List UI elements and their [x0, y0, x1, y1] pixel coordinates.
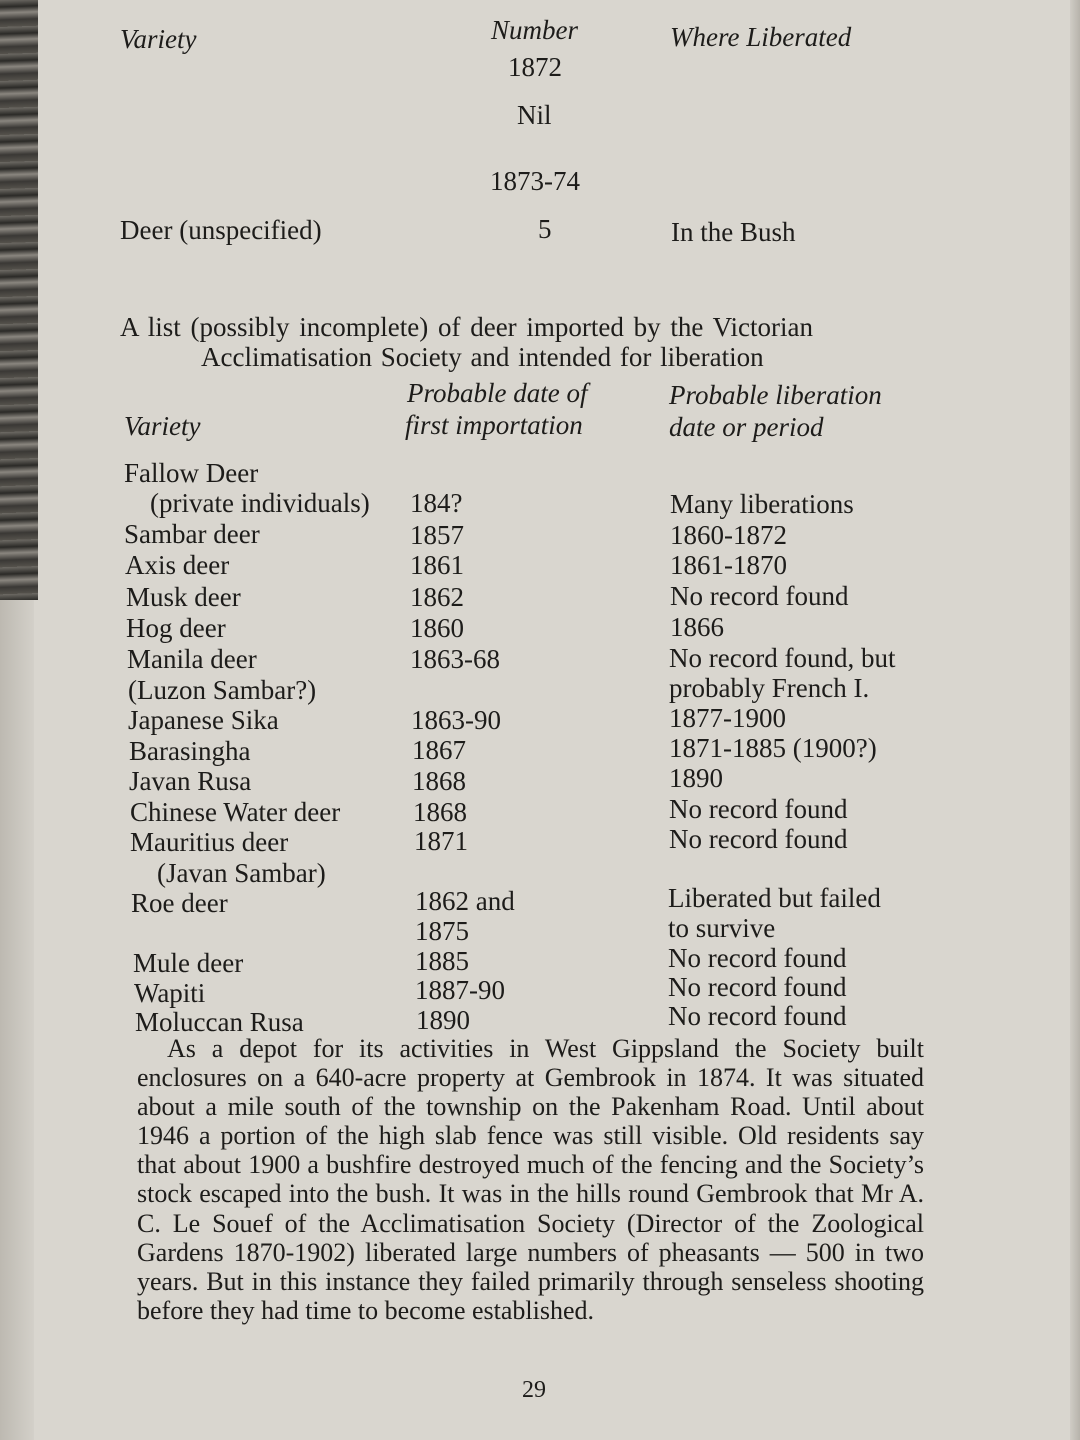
book-spine-shadow	[1070, 0, 1080, 1440]
row-variety: (Luzon Sambar?)	[128, 675, 317, 705]
row-variety: Axis deer	[125, 550, 230, 580]
row-date: 1862 and	[415, 886, 515, 916]
row-liberation: 1890	[669, 763, 723, 793]
row-variety: Hog deer	[126, 613, 226, 643]
row-date: 1863-90	[411, 705, 501, 735]
header-liberation-line1: Probable liberation	[669, 380, 882, 410]
row-variety: Japanese Sika	[128, 705, 279, 735]
header-number: Number	[491, 15, 578, 45]
header-liberation-line2: date or period	[669, 412, 824, 442]
adjacent-page-photo-edge	[0, 0, 38, 600]
row-liberation: No record found	[669, 824, 848, 854]
row-variety: Sambar deer	[124, 519, 260, 549]
row-date: 1871	[414, 826, 468, 856]
header-variety: Variety	[120, 24, 197, 54]
adjacent-page-edge	[0, 600, 34, 1440]
row-liberation: Liberated but failed	[668, 883, 881, 913]
row-liberation: No record found	[668, 1001, 847, 1031]
row-date: 1862	[410, 582, 464, 612]
row-liberation: 1871-1885 (1900?)	[669, 733, 877, 763]
row-variety: Deer (unspecified)	[120, 215, 322, 245]
row-liberation: 1877-1900	[669, 703, 786, 733]
row-liberation: No record found	[670, 581, 849, 611]
row-variety: Manila deer	[127, 644, 257, 674]
row-liberation: No record found	[668, 972, 847, 1002]
row-variety: Javan Rusa	[129, 766, 252, 796]
row-liberation: 1866	[670, 612, 724, 642]
list-title-line2: Acclimatisation Society and intended for liberation	[201, 342, 764, 372]
nil-value: Nil	[517, 100, 552, 130]
header-where-liberated: Where Liberated	[670, 22, 852, 52]
list-title-line1: A list (possibly incomplete) of deer imported by the Victorian	[120, 312, 813, 342]
row-variety: Fallow Deer	[124, 458, 259, 488]
row-liberation: to survive	[668, 913, 776, 943]
row-liberation: No record found	[668, 943, 847, 973]
year-1872: 1872	[508, 52, 562, 82]
row-variety: Chinese Water deer	[130, 797, 341, 827]
row-date: 1863-68	[410, 644, 500, 674]
row-date: 1867	[412, 735, 466, 765]
body-paragraph	[137, 1034, 924, 1325]
row-variety: (Javan Sambar)	[157, 858, 326, 888]
row-number: 5	[538, 214, 552, 244]
row-date: 1868	[413, 797, 467, 827]
row-date: 1885	[415, 946, 469, 976]
row-variety: Roe deer	[131, 888, 228, 918]
year-1873-74: 1873-74	[490, 166, 580, 196]
row-where: In the Bush	[671, 217, 796, 247]
row-variety: Mule deer	[133, 948, 244, 978]
header-date-line2: first importation	[405, 410, 583, 440]
row-date: 1887-90	[415, 975, 505, 1005]
row-variety: Musk deer	[126, 582, 241, 612]
row-variety: Moluccan Rusa	[135, 1007, 304, 1037]
row-liberation: 1861-1870	[670, 550, 787, 580]
row-date: 1875	[415, 916, 469, 946]
row-liberation: 1860-1872	[670, 520, 787, 550]
row-variety: Mauritius deer	[130, 827, 289, 857]
row-variety: (private individuals)	[150, 488, 370, 518]
row-date: 1861	[410, 550, 464, 580]
row-date: 184?	[410, 488, 463, 518]
row-liberation: Many liberations	[670, 489, 854, 519]
row-liberation: No record found	[669, 794, 848, 824]
row-variety: Wapiti	[134, 978, 206, 1008]
row-variety: Barasingha	[129, 736, 251, 766]
row-date: 1857	[410, 520, 464, 550]
row-date: 1860	[410, 613, 464, 643]
header-date-line1: Probable date of	[407, 378, 588, 408]
page-number: 29	[522, 1377, 546, 1403]
row-liberation: No record found, but	[669, 643, 896, 673]
row-date: 1890	[416, 1005, 470, 1035]
header-variety-2: Variety	[124, 411, 201, 441]
row-date: 1868	[412, 766, 466, 796]
row-liberation: probably French I.	[669, 673, 870, 703]
body-paragraph-text: As a depot for its activities in West Gippsland the Society built enclosures on a 640-acre property at Gembrook in 1874. It was situated about a mile south of the township on the Pakenham Road. Until about 1946 a portion of the high slab fence was still visible. Old residents say that about 1900 a bushfire destroyed much of the fencing and the Society’s stock escaped into the bush. It was in the hills round Gembrook that Mr A. C. Le Souef of the Acclimatisation Society (Director of the Zoological Gardens 1870-1902) liberated large numbers of pheasants — 500 in two years. But in this instance they failed primarily through senseless shooting before they had time to become established.	[137, 1034, 924, 1325]
